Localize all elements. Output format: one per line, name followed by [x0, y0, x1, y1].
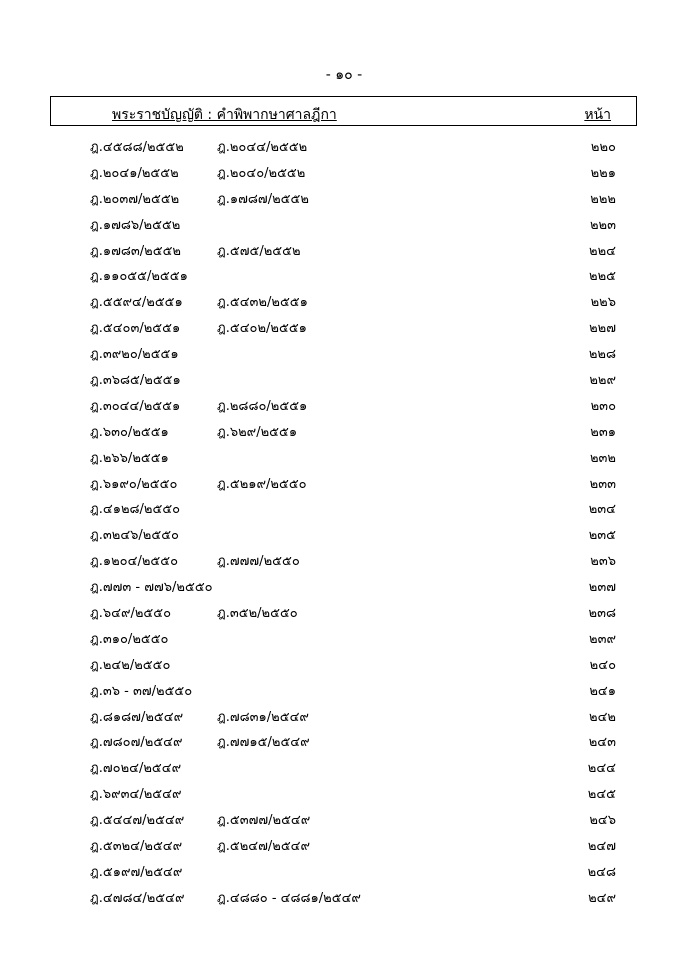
page-ref: ๒๒๘ — [588, 347, 616, 363]
case-ref-primary: ฎ.๕๕๙๔/๒๕๕๑ — [90, 295, 183, 311]
header-title: พระราชบัญญัติ : คำพิพากษาศาลฎีกา — [112, 107, 337, 123]
list-item — [0, 550, 688, 576]
list-item — [0, 757, 688, 783]
case-ref-secondary: ฎ.๒๘๘๐/๒๕๕๑ — [217, 398, 308, 414]
case-ref-primary: ฎ.๕๔๐๓/๒๕๕๑ — [90, 321, 181, 337]
list-item — [0, 835, 688, 861]
list-item — [0, 654, 688, 680]
list-item — [0, 576, 688, 602]
case-ref-primary: ฎ.๕๔๔๗/๒๕๔๙ — [90, 813, 185, 829]
case-ref-secondary: ฎ.๕๓๗๗/๒๕๔๙ — [217, 813, 311, 829]
list-item — [0, 188, 688, 214]
case-ref-primary: ฎ.๒๐๔๑/๒๕๕๒ — [90, 165, 179, 181]
case-ref-primary: ฎ.๑๗๘๓/๒๕๕๒ — [90, 243, 181, 259]
page-ref: ๒๔๒ — [589, 709, 616, 725]
case-ref-secondary: ฎ.๗๗๗/๒๕๕๐ — [217, 554, 300, 570]
page-ref: ๒๔๗ — [587, 839, 616, 855]
list-item — [0, 524, 688, 550]
case-ref-primary: ฎ.๗๐๒๔/๒๕๔๙ — [90, 761, 182, 777]
case-ref-primary: ฎ.๖๓๐/๒๕๕๑ — [90, 424, 169, 440]
table-header — [50, 96, 637, 126]
list-item — [0, 240, 688, 266]
case-ref-primary: ฎ.๔๗๘๔/๒๕๔๙ — [90, 890, 185, 906]
list-item — [0, 887, 688, 913]
case-ref-secondary: ฎ.๓๕๒/๒๕๕๐ — [217, 606, 298, 622]
case-ref-primary: ฎ.๔๑๒๘/๒๕๕๐ — [90, 502, 181, 518]
case-ref-primary: ฎ.๖๑๙๐/๒๕๕๐ — [90, 476, 178, 492]
case-ref-secondary: ฎ.๒๐๔๐/๒๕๕๒ — [217, 165, 306, 181]
case-ref-primary: ฎ.๓๖ - ๓๗/๒๕๕๐ — [90, 683, 193, 699]
case-ref-primary: ฎ.๓๐๔๔/๒๕๕๑ — [90, 398, 181, 414]
list-item — [0, 317, 688, 343]
list-item — [0, 395, 688, 421]
page-ref: ๒๒๔ — [589, 243, 616, 259]
page-ref: ๒๓๔ — [588, 502, 616, 518]
case-ref-secondary: ฎ.๖๒๙/๒๕๕๑ — [217, 424, 298, 440]
page-ref: ๒๔๑ — [589, 683, 616, 699]
case-ref-primary: ฎ.๘๑๘๗/๒๕๔๙ — [90, 709, 184, 725]
list-item — [0, 162, 688, 188]
list-item — [0, 706, 688, 732]
list-item — [0, 498, 688, 524]
page-ref: ๒๓๙ — [589, 631, 616, 647]
case-ref-secondary: ฎ.๒๐๔๔/๒๕๕๒ — [217, 140, 308, 155]
page-ref: ๒๔๘ — [587, 864, 616, 880]
case-ref-primary: ฎ.๕๑๙๗/๒๕๔๙ — [90, 864, 183, 880]
list-item — [0, 628, 688, 654]
list-item — [0, 421, 688, 447]
case-ref-secondary: ฎ.๕๒๑๙/๒๕๕๐ — [217, 476, 307, 492]
case-ref-primary: ฎ.๓๖๘๕/๒๕๕๑ — [90, 373, 181, 389]
case-ref-secondary: ฎ.๕๒๔๗/๒๕๔๙ — [217, 839, 311, 855]
list-item — [0, 265, 688, 291]
case-ref-primary: ฎ.๒๐๓๗/๒๕๕๒ — [90, 191, 180, 207]
page-ref: ๒๓๒ — [589, 450, 616, 466]
header-page-label: หน้า — [584, 107, 611, 123]
page-ref: ๒๒๓ — [589, 217, 616, 233]
case-ref-primary: ฎ.๕๓๒๔/๒๕๔๙ — [90, 839, 183, 855]
case-ref-secondary: ฎ.๗๘๓๑/๒๕๔๙ — [217, 709, 309, 725]
page-ref: ๒๔๙ — [588, 890, 616, 906]
case-ref-primary: ฎ.๖๔๙/๒๕๕๐ — [90, 606, 172, 622]
case-ref-primary: ฎ.๓๑๐/๒๕๕๐ — [90, 631, 169, 647]
page-ref: ๒๔๖ — [589, 813, 616, 829]
case-ref-secondary: ฎ.๗๗๑๕/๒๕๔๙ — [217, 735, 310, 751]
page-ref: ๒๒๙ — [589, 373, 616, 389]
list-item — [0, 680, 688, 706]
case-ref-primary: ฎ.๑๗๘๖/๒๕๕๒ — [90, 217, 181, 233]
list-item — [0, 343, 688, 369]
case-ref-primary: ฎ.๓๙๒๐/๒๕๕๑ — [90, 347, 179, 363]
list-item — [0, 214, 688, 240]
page-ref: ๒๓๑ — [590, 424, 616, 440]
page-ref: ๒๔๐ — [589, 657, 616, 673]
case-ref-primary: ฎ.๖๙๓๔/๒๕๔๙ — [90, 787, 182, 803]
case-ref-primary: ฎ.๗๘๐๗/๒๕๔๙ — [90, 735, 183, 751]
case-ref-primary: ฎ.๔๕๘๘/๒๕๕๒ — [90, 140, 184, 155]
page-ref: ๒๒๑ — [590, 165, 616, 181]
case-ref-secondary: ฎ.๕๔๐๒/๒๕๕๑ — [217, 321, 307, 337]
page-ref: ๒๒๕ — [589, 269, 616, 285]
page-ref: ๒๓๗ — [588, 580, 616, 596]
page-ref: ๒๔๕ — [587, 787, 616, 803]
page-ref: ๒๒๗ — [589, 321, 616, 337]
index-list — [0, 136, 688, 913]
case-ref-primary: ฎ.๑๑๐๕๕/๒๕๕๑ — [90, 269, 188, 285]
case-ref-primary: ฎ.๒๖๖/๒๕๕๑ — [90, 450, 169, 466]
list-item — [0, 473, 688, 499]
page-ref: ๒๒๒ — [590, 191, 616, 207]
list-item — [0, 447, 688, 473]
page-ref: ๒๓๕ — [588, 528, 616, 544]
case-ref-primary: ฎ.๗๗๓ - ๗๗๖/๒๕๕๐ — [90, 580, 213, 596]
list-item — [0, 602, 688, 628]
case-ref-secondary: ฎ.๕๗๕/๒๕๕๒ — [217, 243, 301, 259]
list-item — [0, 731, 688, 757]
page-ref: ๒๓๓ — [589, 476, 616, 492]
case-ref-secondary: ฎ.๕๔๓๒/๒๕๕๑ — [217, 295, 308, 311]
page-ref: ๒๔๓ — [588, 735, 616, 751]
case-ref-primary: ฎ.๓๒๔๖/๒๕๕๐ — [90, 528, 179, 544]
page-ref: ๒๒๖ — [590, 295, 616, 311]
list-item — [0, 136, 688, 162]
list-item — [0, 783, 688, 809]
case-ref-primary: ฎ.๑๒๐๔/๒๕๕๐ — [90, 554, 179, 570]
case-ref-primary: ฎ.๒๔๒/๒๕๕๐ — [90, 657, 171, 673]
page-ref: ๒๓๖ — [590, 554, 616, 570]
page-ref: ๒๓๐ — [590, 398, 616, 414]
case-ref-secondary: ฎ.๔๘๘๐ - ๔๘๘๑/๒๕๔๙ — [217, 890, 361, 906]
list-item — [0, 369, 688, 395]
page-ref: ๒๓๘ — [588, 606, 616, 622]
list-item — [0, 291, 688, 317]
page-ref: ๒๔๔ — [587, 761, 616, 777]
page-number: - ๑๐ - — [325, 67, 363, 83]
list-item — [0, 861, 688, 887]
page-ref: ๒๒๐ — [590, 140, 616, 155]
list-item — [0, 809, 688, 835]
case-ref-secondary: ฎ.๑๗๘๗/๒๕๕๒ — [217, 191, 309, 207]
